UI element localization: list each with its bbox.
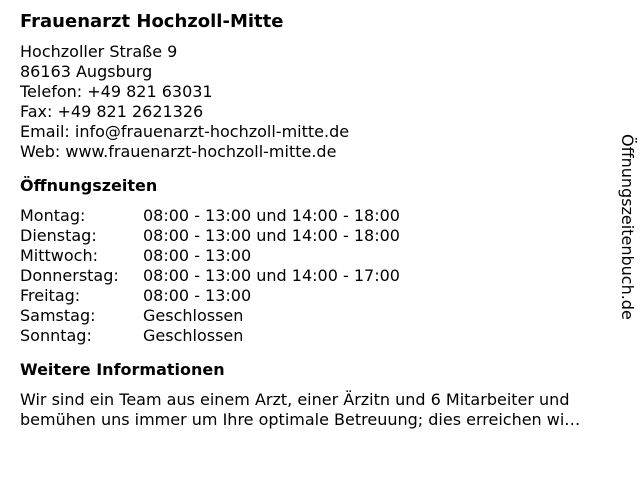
street-address: Hochzoller Straße 9 <box>20 42 178 61</box>
time-value: 08:00 - 13:00 <box>143 286 252 305</box>
contact-block <box>20 42 620 162</box>
time-value: Geschlossen <box>143 326 244 345</box>
opening-hours-table <box>20 206 620 346</box>
day-label: Dienstag: <box>20 226 97 245</box>
website-url: Web: www.frauenarzt-hochzoll-mitte.de <box>20 142 337 161</box>
hours-row-saturday <box>20 306 620 326</box>
time-value: 08:00 - 13:00 und 14:00 - 17:00 <box>143 266 400 285</box>
hours-row-friday <box>20 286 620 306</box>
time-value: 08:00 - 13:00 <box>143 246 252 265</box>
hours-row-thursday <box>20 266 620 286</box>
business-card <box>20 8 620 430</box>
fax-number: Fax: +49 821 2621326 <box>20 102 204 121</box>
site-watermark-text: Öffnungszeitenbuch.de <box>618 134 637 320</box>
phone-number: Telefon: +49 821 63031 <box>20 82 213 101</box>
hours-row-tuesday <box>20 226 620 246</box>
info-line-1: Wir sind ein Team aus einem Arzt, einer Ärzitn und 6 Mitarbeiter und <box>20 390 570 409</box>
time-value: Geschlossen <box>143 306 244 325</box>
day-label: Montag: <box>20 206 86 225</box>
business-name: Frauenarzt Hochzoll-Mitte <box>20 11 284 32</box>
city-address: 86163 Augsburg <box>20 62 153 81</box>
hours-row-wednesday <box>20 246 620 266</box>
more-info-heading: Weitere Informationen <box>20 360 225 379</box>
day-label: Mittwoch: <box>20 246 98 265</box>
opening-hours-heading: Öffnungszeiten <box>20 176 158 195</box>
day-label: Freitag: <box>20 286 81 305</box>
more-info-text <box>20 390 632 430</box>
day-label: Samstag: <box>20 306 96 325</box>
day-label: Sonntag: <box>20 326 92 345</box>
day-label: Donnerstag: <box>20 266 119 285</box>
info-line-2: bemühen uns immer um Ihre optimale Betreuung; dies erreichen wi… <box>20 410 581 429</box>
time-value: 08:00 - 13:00 und 14:00 - 18:00 <box>143 226 400 245</box>
hours-row-sunday <box>20 326 620 346</box>
hours-row-monday <box>20 206 620 226</box>
time-value: 08:00 - 13:00 und 14:00 - 18:00 <box>143 206 400 225</box>
email-address: Email: info@frauenarzt-hochzoll-mitte.de <box>20 122 350 141</box>
